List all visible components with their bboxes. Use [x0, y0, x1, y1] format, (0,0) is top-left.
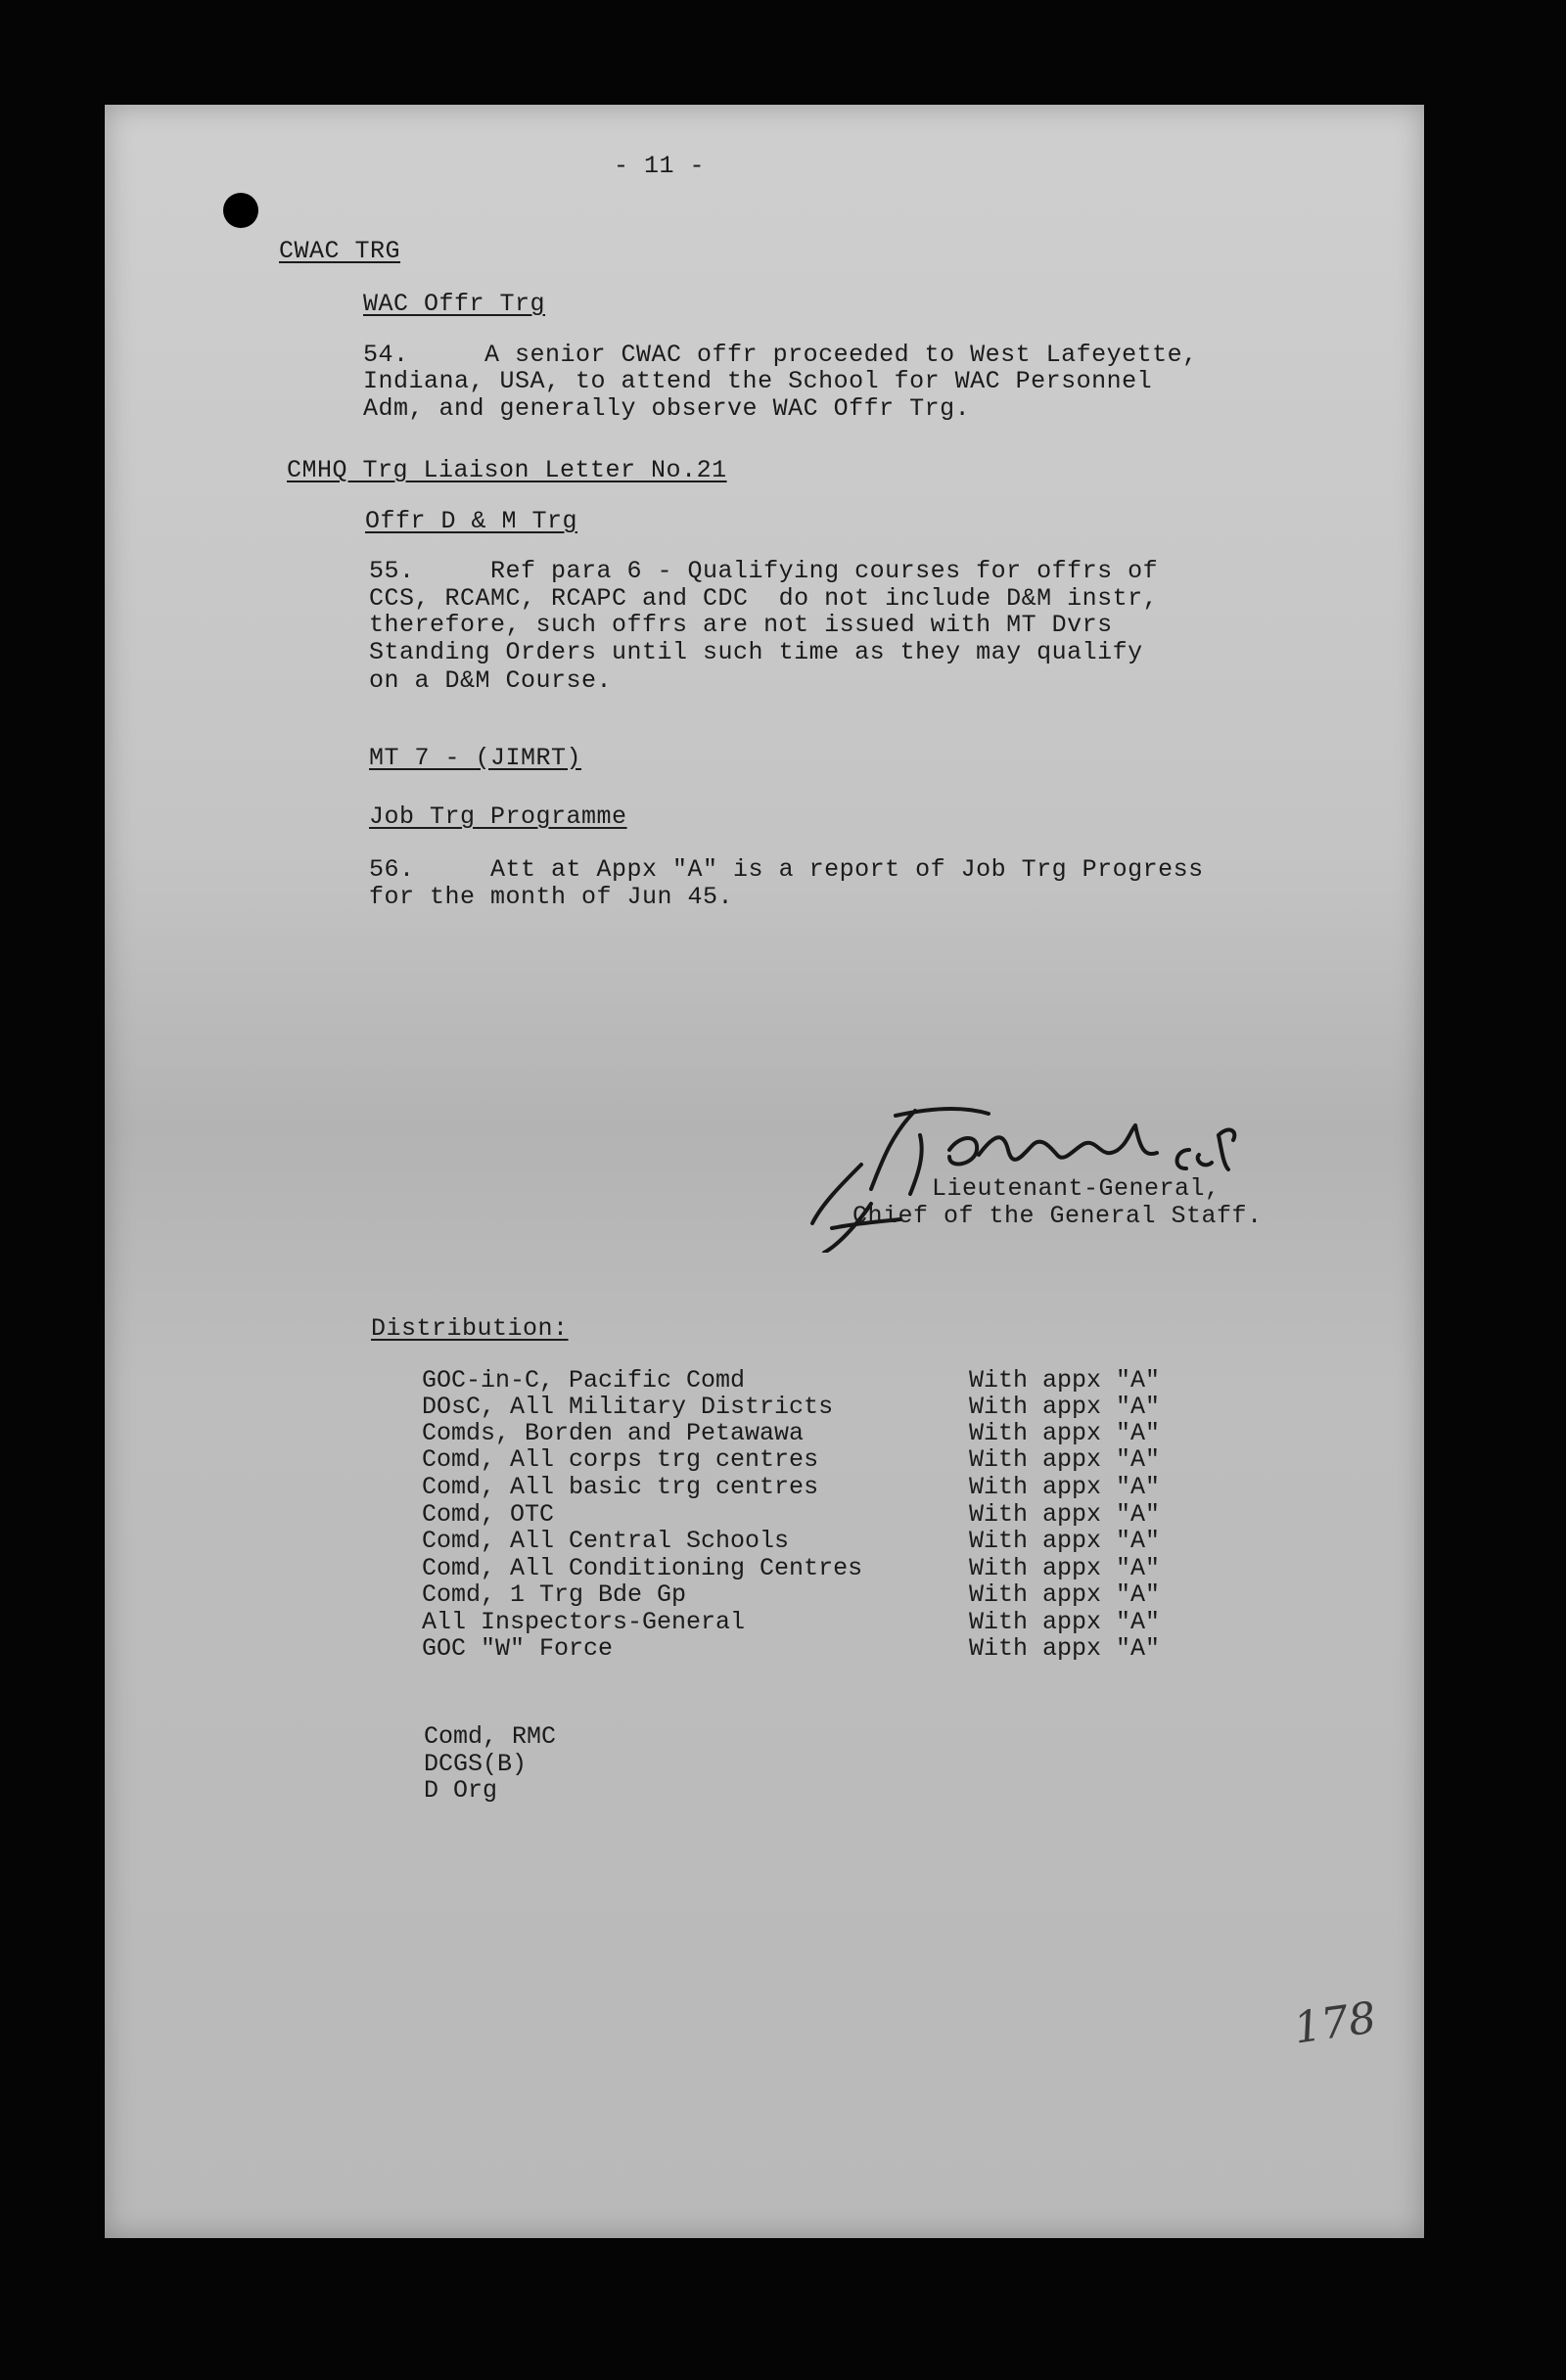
distribution-recipient: Comd, All Central Schools: [422, 1527, 790, 1555]
section-subheading: WAC Offr Trg: [363, 290, 546, 318]
paragraph-line: therefore, such offrs are not issued with MT Dvrs: [369, 611, 1113, 639]
distribution-note: With appx "A": [969, 1445, 1161, 1474]
distribution-recipient: Comd, 1 Trg Bde Gp: [422, 1580, 687, 1609]
archive-number: 178: [1290, 1992, 1380, 2054]
distribution-row: [422, 1582, 686, 1607]
paragraph-line: 55. Ref para 6 - Qualifying courses for offrs of: [369, 557, 1159, 585]
distribution-row: [422, 1421, 804, 1445]
distribution-note: With appx "A": [969, 1608, 1161, 1636]
distribution-recipient: Comd, All corps trg centres: [422, 1445, 819, 1474]
paragraph-line: 54. A senior CWAC offr proceeded to West Lafeyette,: [363, 341, 1198, 369]
page-number: - 11 -: [614, 152, 706, 180]
section-subheading: Job Trg Programme: [369, 802, 627, 831]
distribution-recipient: Comd, All basic trg centres: [422, 1473, 819, 1501]
distribution-row-no-appx: DCGS(B): [424, 1750, 528, 1778]
distribution-note: With appx "A": [969, 1580, 1161, 1609]
distribution-row: [422, 1636, 613, 1661]
distribution-row: [422, 1529, 789, 1553]
distribution-recipient: GOC-in-C, Pacific Comd: [422, 1366, 746, 1395]
paragraph-line: Indiana, USA, to attend the School for WAC Personnel: [363, 367, 1153, 395]
section-heading: CMHQ Trg Liaison Letter No.21: [287, 456, 727, 484]
distribution-recipient: GOC "W" Force: [422, 1634, 614, 1663]
distribution-heading: Distribution:: [371, 1314, 569, 1343]
distribution-row-no-appx: Comd, RMC: [424, 1722, 557, 1751]
punch-hole: [223, 193, 258, 228]
distribution-recipient: Comds, Borden and Petawawa: [422, 1419, 805, 1447]
section-subheading: Offr D & M Trg: [365, 507, 578, 535]
distribution-row: [422, 1502, 554, 1527]
distribution-row: [422, 1368, 745, 1393]
section-heading: MT 7 - (JIMRT): [369, 744, 582, 772]
distribution-recipient: Comd, OTC: [422, 1500, 555, 1529]
distribution-recipient: Comd, All Conditioning Centres: [422, 1554, 863, 1582]
distribution-row: [422, 1447, 818, 1472]
signature-rank: Lieutenant-General,: [932, 1174, 1221, 1203]
distribution-recipient: DOsC, All Military Districts: [422, 1393, 834, 1421]
signature-title: Chief of the General Staff.: [852, 1202, 1263, 1230]
paragraph-line: Adm, and generally observe WAC Offr Trg.: [363, 394, 971, 423]
section-heading: CWAC TRG: [279, 237, 401, 265]
distribution-note: With appx "A": [969, 1634, 1161, 1663]
paragraph-line: Standing Orders until such time as they may qualify: [369, 638, 1143, 666]
paragraph-line: for the month of Jun 45.: [369, 883, 734, 911]
distribution-recipient: All Inspectors-General: [422, 1608, 746, 1636]
distribution-note: With appx "A": [969, 1366, 1161, 1395]
distribution-row: [422, 1610, 745, 1634]
distribution-row: [422, 1475, 818, 1499]
distribution-note: With appx "A": [969, 1393, 1161, 1421]
distribution-note: With appx "A": [969, 1527, 1161, 1555]
distribution-note: With appx "A": [969, 1473, 1161, 1501]
distribution-row-no-appx: D Org: [424, 1776, 498, 1805]
distribution-note: With appx "A": [969, 1500, 1161, 1529]
distribution-note: With appx "A": [969, 1419, 1161, 1447]
paragraph-line: on a D&M Course.: [369, 666, 613, 695]
distribution-row: [422, 1395, 833, 1419]
paragraph-line: 56. Att at Appx "A" is a report of Job Trg Progress: [369, 855, 1204, 884]
distribution-note: With appx "A": [969, 1554, 1161, 1582]
paragraph-line: CCS, RCAMC, RCAPC and CDC do not include D&M instr,: [369, 584, 1159, 613]
distribution-row: [422, 1556, 862, 1580]
